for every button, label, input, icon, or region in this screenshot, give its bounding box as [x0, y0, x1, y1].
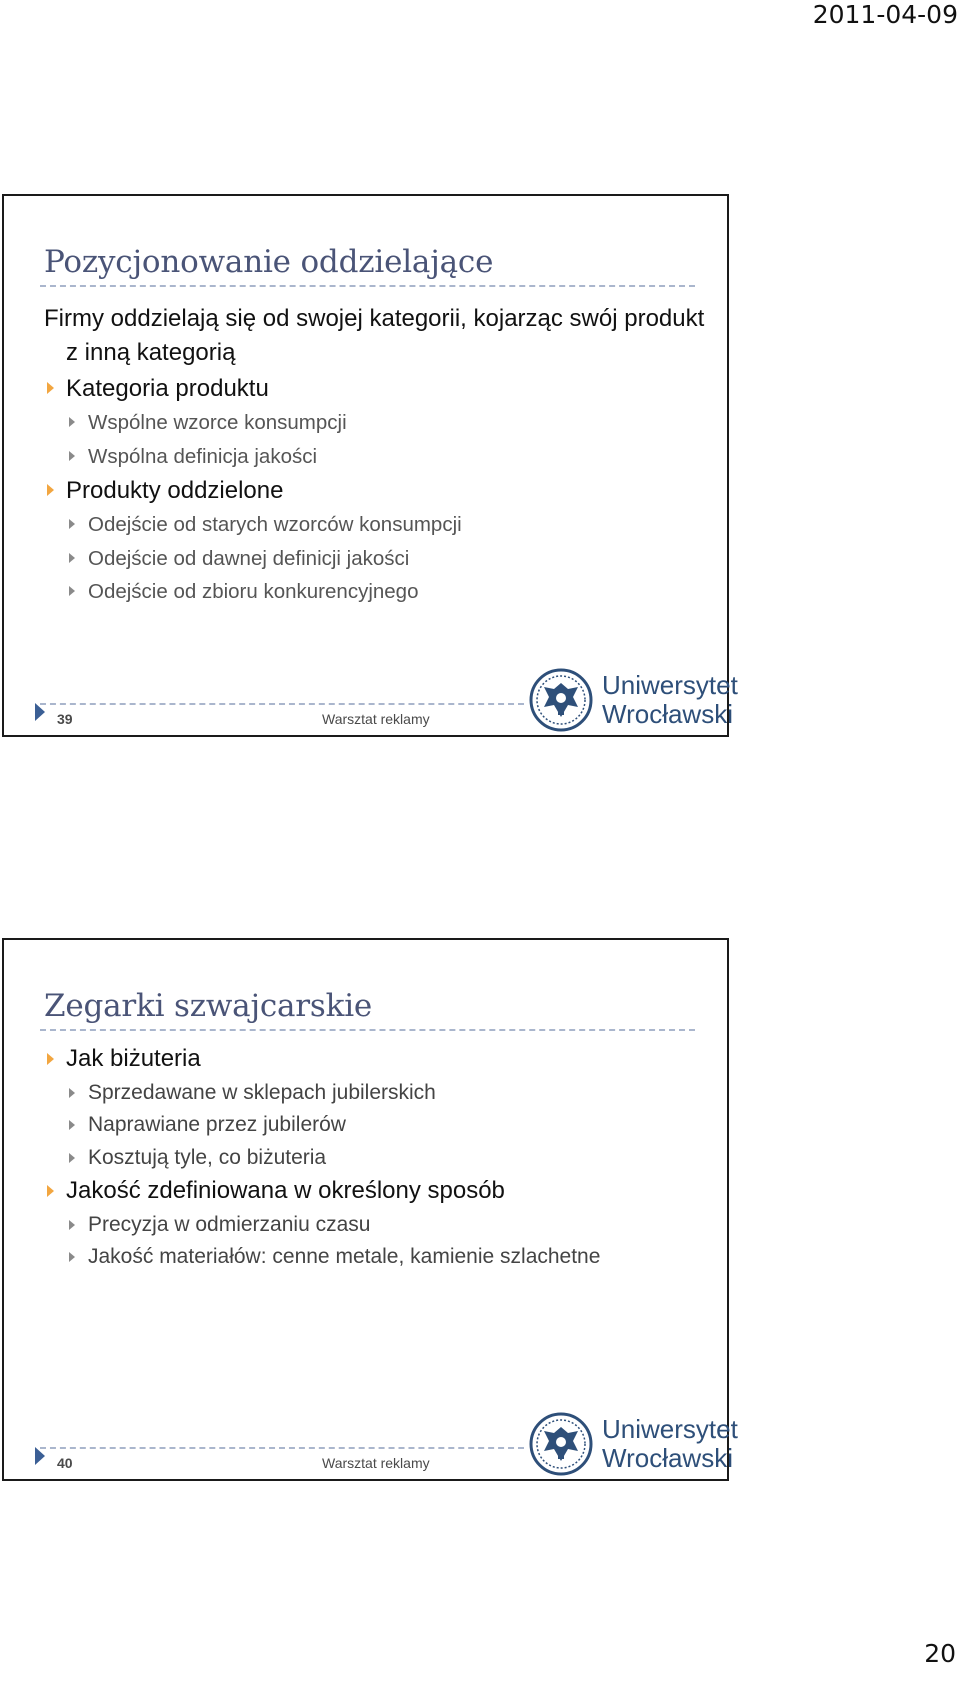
- small-triangle-bullet-icon: [69, 451, 75, 461]
- sub-bullet-item: [44, 542, 707, 576]
- sub-bullet-label: Odejście od zbioru konkurencyjnego: [88, 580, 419, 603]
- sub-bullet-item: [44, 1077, 707, 1110]
- title-divider: [40, 1029, 695, 1031]
- logo-text-line-2: Wrocławski: [602, 1443, 733, 1473]
- sub-bullet-label: Jakość materiałów: cenne metale, kamienie szlachetne: [88, 1245, 601, 1268]
- sub-bullet-item: [44, 508, 707, 542]
- sub-bullet-item: [44, 1209, 707, 1242]
- bullet-label: Produkty oddzielone: [66, 477, 284, 504]
- sub-bullet-label: Wspólna definicja jakości: [88, 444, 318, 468]
- footer-marker-icon: [35, 703, 45, 721]
- slide-content: [44, 1042, 707, 1274]
- sub-bullet-label: Odejście od starych wzorców konsumpcji: [88, 513, 462, 536]
- bullet-label: Kategoria produktu: [66, 375, 269, 402]
- sub-bullet-label: Sprzedawane w sklepach jubilerskich: [88, 1080, 436, 1104]
- logo-text-line-1: Uniwersytet: [602, 670, 738, 700]
- small-triangle-bullet-icon: [69, 1088, 75, 1098]
- slide-content: [44, 302, 707, 609]
- footer-marker-icon: [35, 1447, 45, 1465]
- university-crest-icon: [528, 1411, 594, 1477]
- slide-40: [2, 938, 738, 1481]
- slide-title: Zegarki szwajcarskie: [44, 988, 373, 1024]
- bullet-item: [44, 371, 707, 406]
- sub-bullet-label: Naprawiane przez jubilerów: [88, 1113, 346, 1136]
- small-triangle-bullet-icon: [69, 519, 75, 529]
- sub-bullet-item: [44, 440, 707, 474]
- university-crest-icon: [528, 667, 594, 733]
- intro-text: Firmy oddzielają się od swojej kategorii, kojarząc swój produkt z inną kategorią: [44, 305, 705, 366]
- university-logo: [528, 667, 738, 733]
- slide-39: [2, 194, 738, 737]
- small-triangle-bullet-icon: [69, 1153, 75, 1163]
- sub-bullet-item: [44, 1241, 707, 1274]
- sub-bullet-item: [44, 406, 707, 440]
- small-triangle-bullet-icon: [69, 586, 75, 596]
- logo-text-line-1: Uniwersytet: [602, 1414, 738, 1444]
- triangle-bullet-icon: [47, 1185, 54, 1197]
- university-logo: [528, 1411, 738, 1477]
- triangle-bullet-icon: [47, 382, 54, 394]
- triangle-bullet-icon: [47, 1053, 54, 1065]
- bullet-label: Jak biżuteria: [66, 1045, 201, 1072]
- sub-bullet-label: Odejście od dawnej definicji jakości: [88, 546, 410, 570]
- sub-bullet-label: Kosztują tyle, co biżuteria: [88, 1145, 327, 1169]
- slide-number: 39: [57, 711, 73, 727]
- page-number: 20: [924, 1639, 956, 1668]
- footer-divider: [40, 703, 524, 705]
- slide-title: Pozycjonowanie oddzielające: [44, 244, 494, 280]
- sub-bullet-item: [44, 575, 707, 609]
- footer-text: Warsztat reklamy: [322, 711, 430, 727]
- sub-bullet-item: [44, 1109, 707, 1142]
- bullet-item: [44, 1174, 707, 1209]
- sub-bullet-label: Wspólne wzorce konsumpcji: [88, 411, 347, 434]
- small-triangle-bullet-icon: [69, 1252, 75, 1262]
- small-triangle-bullet-icon: [69, 1120, 75, 1130]
- small-triangle-bullet-icon: [69, 1220, 75, 1230]
- sub-bullet-item: [44, 1142, 707, 1175]
- bullet-label: Jakość zdefiniowana w określony sposób: [66, 1177, 505, 1204]
- triangle-bullet-icon: [47, 484, 54, 496]
- bullet-item: [44, 1042, 707, 1077]
- title-divider: [40, 285, 695, 287]
- sub-bullet-label: Precyzja w odmierzaniu czasu: [88, 1212, 371, 1236]
- slide-number: 40: [57, 1455, 73, 1471]
- logo-text-line-2: Wrocławski: [602, 699, 733, 729]
- footer-text: Warsztat reklamy: [322, 1455, 430, 1471]
- page-date: 2011-04-09: [812, 0, 958, 29]
- small-triangle-bullet-icon: [69, 417, 75, 427]
- footer-divider: [40, 1447, 524, 1449]
- bullet-item: [44, 473, 707, 508]
- small-triangle-bullet-icon: [69, 553, 75, 563]
